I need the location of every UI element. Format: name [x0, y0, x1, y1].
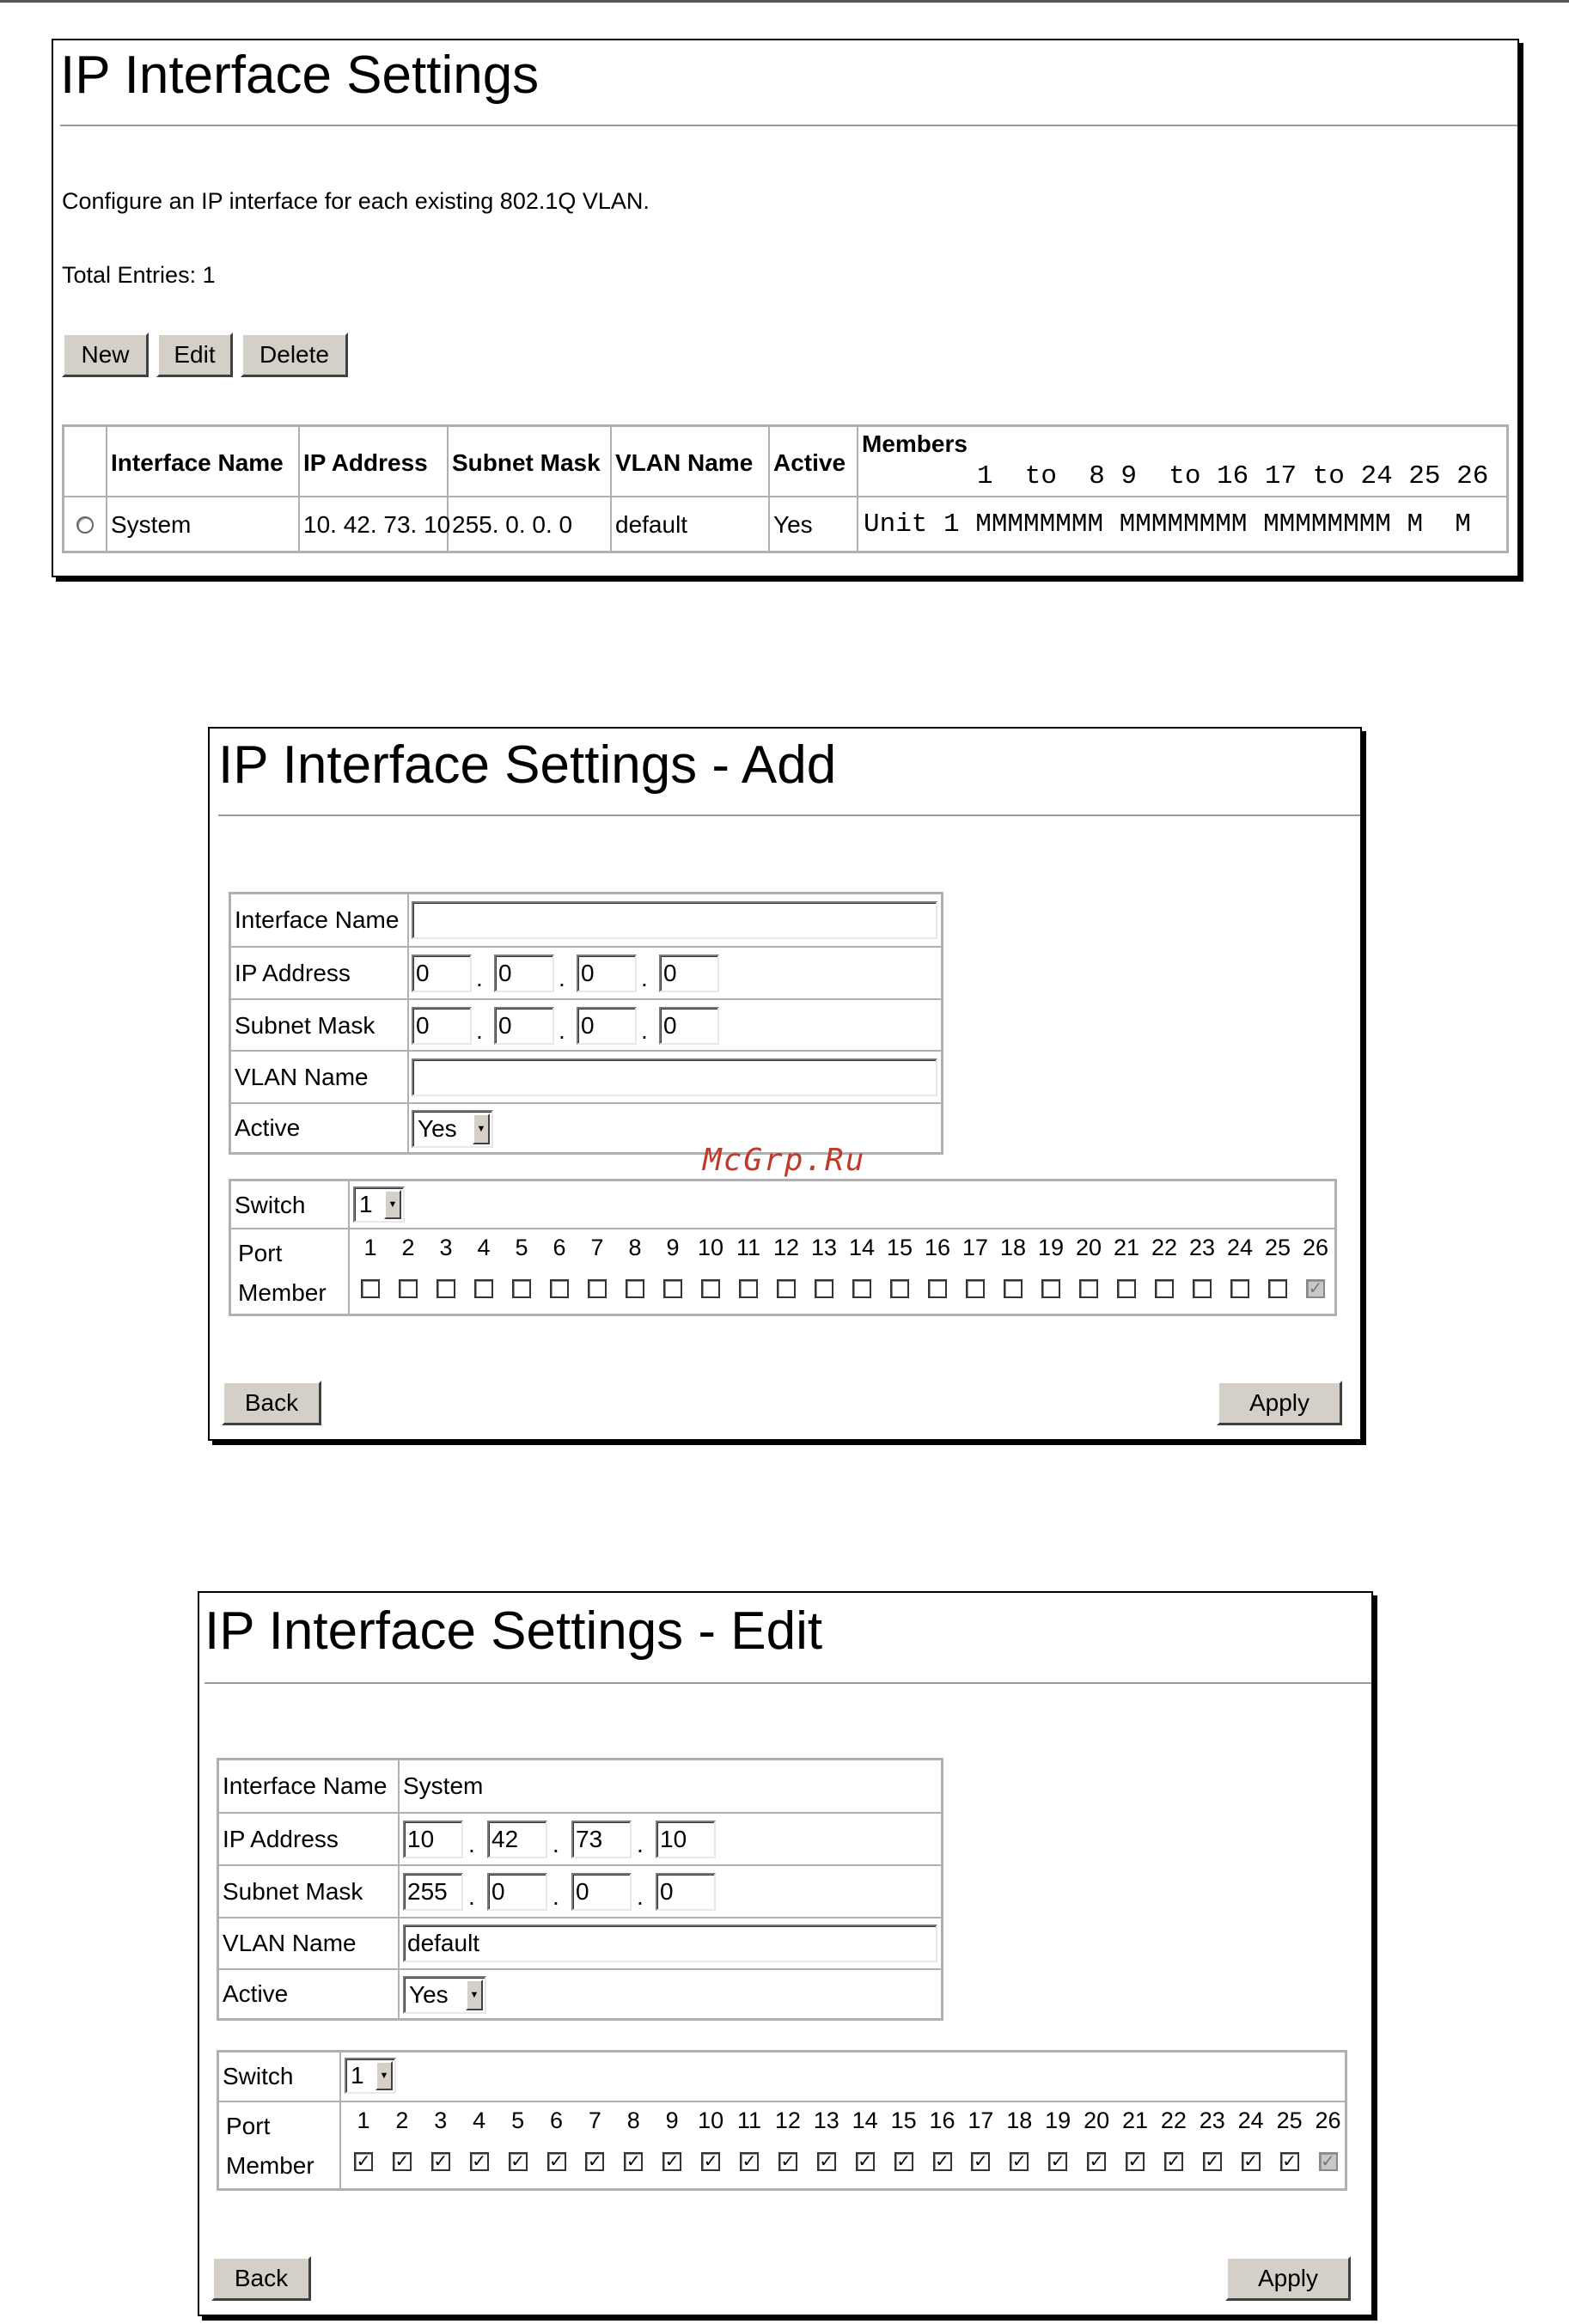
port-16-member-checkbox[interactable]	[928, 1279, 947, 1298]
form-row-divider	[219, 1864, 941, 1866]
check-icon: ✓	[433, 2152, 449, 2171]
members-port-ranges: 1 to 8 9 to 16 17 to 24 25 26	[977, 461, 1489, 491]
check-icon: ✓	[510, 2152, 525, 2171]
port-20-member-checkbox[interactable]	[1079, 1279, 1098, 1298]
port-number-label: 24	[1226, 1235, 1254, 1260]
port-14-member-checkbox[interactable]	[856, 2152, 875, 2171]
port-number-label: 17	[962, 1235, 989, 1260]
port-5-member-checkbox[interactable]	[512, 1279, 531, 1298]
row-select-radio[interactable]	[76, 516, 94, 534]
table-col-divider	[298, 427, 300, 551]
port-12-member-checkbox[interactable]	[777, 1279, 796, 1298]
cell-interface-name: System	[111, 511, 192, 538]
form-row-divider	[219, 1968, 941, 1970]
total-entries-text: Total Entries: 1	[62, 262, 216, 288]
port-label: Port	[238, 1240, 283, 1266]
ip-address-label: IP Address	[235, 960, 351, 986]
form-row-divider	[231, 1102, 941, 1104]
port-6-member-checkbox[interactable]	[547, 2152, 566, 2171]
delete-button[interactable]: Delete	[241, 332, 348, 377]
port-number-label: 6	[553, 1235, 566, 1260]
subnet-mask-label: Subnet Mask	[235, 1012, 375, 1039]
form-col-divider	[398, 1760, 400, 2018]
mask-octet-2-input[interactable]: 0	[487, 1873, 547, 1911]
page-top-rule	[0, 0, 1569, 3]
title-divider	[205, 1682, 1371, 1684]
port-number-label: 23	[1199, 2107, 1225, 2133]
port-number-label: 15	[886, 1235, 913, 1260]
vlan-name-input[interactable]: default	[403, 1924, 937, 1962]
check-icon: ✓	[588, 2152, 602, 2171]
mask-octet-3-input[interactable]: 0	[571, 1873, 632, 1911]
check-icon: ✓	[1089, 2152, 1104, 2171]
port-number-label: 11	[736, 2107, 762, 2133]
port-number-label: 4	[473, 2107, 486, 2133]
mask-dot: .	[637, 1883, 644, 1910]
port-number-label: 4	[477, 1235, 491, 1260]
port-number-label: 19	[1045, 2107, 1071, 2133]
interface-name-input[interactable]	[412, 901, 937, 939]
check-icon: ✓	[356, 2152, 371, 2171]
port-number-label: 10	[698, 2107, 724, 2133]
check-icon: ✓	[1166, 2152, 1181, 2171]
active-label: Active	[235, 1114, 301, 1141]
port-number-label: 18	[1006, 2107, 1033, 2133]
port-number-label: 20	[1084, 2107, 1110, 2133]
port-24-member-checkbox[interactable]	[1230, 1279, 1249, 1298]
port-10-member-checkbox[interactable]	[701, 2152, 720, 2171]
mask-octet-1-input[interactable]: 0	[412, 1007, 472, 1045]
port-13-member-checkbox[interactable]	[815, 1279, 833, 1298]
port-number-label: 10	[697, 1235, 724, 1260]
check-icon: ✓	[626, 2152, 641, 2171]
ip-octet-1-input[interactable]: 0	[412, 955, 472, 992]
back-button[interactable]: Back	[222, 1381, 321, 1425]
check-icon: ✓	[1321, 2152, 1335, 2171]
col-header-vlan-name: VLAN Name	[615, 449, 754, 476]
col-header-members: Members	[862, 430, 968, 457]
port-number-label: 25	[1276, 2107, 1303, 2133]
check-icon: ✓	[472, 2152, 487, 2171]
port-label: Port	[226, 2113, 271, 2139]
port-26-member-checkbox	[1319, 2152, 1338, 2171]
port-number-label: 1	[363, 1235, 377, 1260]
port-number-label: 13	[813, 2107, 839, 2133]
port-15-member-checkbox[interactable]	[890, 1279, 909, 1298]
apply-button[interactable]: Apply	[1217, 1381, 1342, 1425]
description-text: Configure an IP interface for each existing 802.1Q VLAN.	[62, 188, 650, 214]
ip-dot: .	[468, 1831, 475, 1857]
add-port-table	[229, 1179, 1337, 1316]
chevron-down-icon: ▼	[466, 1979, 483, 2010]
col-header-interface-name: Interface Name	[111, 449, 284, 476]
port-24-member-checkbox[interactable]	[1242, 2152, 1261, 2171]
port-25-member-checkbox[interactable]	[1280, 2152, 1299, 2171]
interface-table	[62, 424, 1509, 553]
port-2-member-checkbox[interactable]	[399, 1279, 418, 1298]
port-18-member-checkbox[interactable]	[1004, 1279, 1023, 1298]
port-18-member-checkbox[interactable]	[1010, 2152, 1029, 2171]
port-9-member-checkbox[interactable]	[663, 1279, 682, 1298]
port-22-member-checkbox[interactable]	[1164, 2152, 1183, 2171]
port-number-label: 6	[549, 2107, 564, 2133]
ip-dot: .	[559, 965, 565, 991]
port-number-label: 7	[590, 1235, 604, 1260]
vlan-name-label: VLAN Name	[223, 1930, 357, 1956]
cell-active: Yes	[773, 511, 813, 538]
title-divider	[60, 125, 1517, 126]
chevron-down-icon: ▼	[375, 2061, 393, 2090]
check-icon: ✓	[1127, 2152, 1143, 2171]
port-number-label: 14	[848, 1235, 876, 1260]
chevron-down-icon: ▼	[473, 1113, 490, 1144]
port-4-member-checkbox[interactable]	[474, 1279, 493, 1298]
check-icon: ✓	[819, 2152, 834, 2171]
edit-port-table	[217, 2050, 1347, 2191]
port-1-member-checkbox[interactable]	[361, 1279, 380, 1298]
mask-octet-1-input[interactable]: 255	[403, 1873, 463, 1911]
ip-dot: .	[637, 1831, 644, 1857]
ip-octet-4-input[interactable]: 10	[656, 1821, 716, 1858]
port-number-label: 3	[439, 1235, 453, 1260]
ip-octet-4-input[interactable]: 0	[659, 955, 719, 992]
table-col-divider	[768, 427, 770, 551]
check-icon: ✓	[896, 2152, 911, 2171]
port-13-member-checkbox[interactable]	[817, 2152, 836, 2171]
port-12-member-checkbox[interactable]	[778, 2152, 797, 2171]
port-11-member-checkbox[interactable]	[739, 1279, 758, 1298]
interface-name-label: Interface Name	[223, 1772, 388, 1799]
check-icon: ✓	[1308, 1279, 1323, 1298]
port-14-member-checkbox[interactable]	[852, 1279, 871, 1298]
check-icon: ✓	[394, 2152, 410, 2171]
subnet-mask-label: Subnet Mask	[223, 1878, 363, 1905]
page-title: IP Interface Settings	[60, 46, 540, 105]
mask-dot: .	[553, 1883, 559, 1910]
port-11-member-checkbox[interactable]	[740, 2152, 759, 2171]
port-table-divider	[348, 1181, 350, 1314]
switch-select[interactable]	[345, 2058, 396, 2094]
ip-dot: .	[553, 1831, 559, 1857]
switch-label: Switch	[223, 2063, 294, 2089]
port-16-member-checkbox[interactable]	[933, 2152, 952, 2171]
switch-label: Switch	[235, 1192, 306, 1218]
port-number-label: 26	[1302, 1235, 1329, 1260]
ip-octet-2-input[interactable]: 0	[494, 955, 554, 992]
port-number-label: 5	[515, 1235, 528, 1260]
port-number-label: 9	[665, 2107, 679, 2133]
port-number-label: 26	[1315, 2107, 1341, 2133]
port-table-divider	[219, 2101, 1345, 2102]
port-19-member-checkbox[interactable]	[1048, 2152, 1067, 2171]
port-number-label: 5	[511, 2107, 525, 2133]
port-number-label: 25	[1264, 1235, 1291, 1260]
active-select[interactable]	[403, 1976, 486, 2014]
chevron-down-icon: ▼	[384, 1190, 401, 1219]
active-select-value: Yes	[418, 1115, 457, 1142]
check-icon: ✓	[1050, 2152, 1065, 2171]
port-number-label: 20	[1075, 1235, 1102, 1260]
form-row-divider	[219, 1812, 941, 1814]
port-1-member-checkbox[interactable]	[354, 2152, 373, 2171]
port-17-member-checkbox[interactable]	[966, 1279, 985, 1298]
cell-vlan-name: default	[615, 511, 688, 538]
table-col-divider	[610, 427, 612, 551]
mask-octet-4-input[interactable]: 0	[656, 1873, 716, 1911]
mask-octet-2-input[interactable]: 0	[494, 1007, 554, 1045]
edit-settings-form	[217, 1758, 943, 2021]
check-icon: ✓	[974, 2152, 988, 2171]
switch-select-value: 1	[351, 2062, 364, 2089]
mask-dot: .	[476, 1017, 483, 1044]
port-15-member-checkbox[interactable]	[894, 2152, 913, 2171]
ip-octet-3-input[interactable]: 73	[571, 1821, 632, 1858]
add-panel	[208, 727, 1362, 1441]
cell-ip-address: 10. 42. 73. 10	[303, 511, 451, 538]
vlan-name-label: VLAN Name	[235, 1064, 369, 1090]
port-number-label: 21	[1121, 2107, 1149, 2133]
port-number-label: 16	[929, 2107, 955, 2133]
port-8-member-checkbox[interactable]	[624, 2152, 643, 2171]
port-number-label: 11	[736, 1235, 761, 1260]
check-icon: ✓	[549, 2152, 564, 2171]
form-col-divider	[407, 894, 409, 1152]
active-select-value: Yes	[409, 1981, 449, 2008]
port-7-member-checkbox[interactable]	[588, 1279, 607, 1298]
col-header-active: Active	[773, 449, 846, 476]
check-icon: ✓	[703, 2152, 718, 2171]
port-5-member-checkbox[interactable]	[509, 2152, 528, 2171]
port-number-label: 13	[810, 1235, 838, 1260]
mask-octet-4-input[interactable]: 0	[659, 1007, 719, 1045]
title-divider	[218, 814, 1360, 816]
mask-dot: .	[468, 1883, 475, 1910]
table-row-divider	[64, 496, 1506, 497]
cell-members: Unit 1 MMMMMMMM MMMMMMMM MMMMMMMM M M	[864, 509, 1471, 540]
add-page-title: IP Interface Settings - Add	[218, 735, 837, 795]
mask-octet-3-input[interactable]: 0	[577, 1007, 637, 1045]
port-23-member-checkbox[interactable]	[1193, 1279, 1212, 1298]
check-icon: ✓	[780, 2152, 796, 2171]
check-icon: ✓	[1243, 2152, 1259, 2171]
port-number-label: 23	[1188, 1235, 1216, 1260]
vlan-name-input[interactable]	[412, 1058, 937, 1096]
port-number-label: 7	[588, 2107, 601, 2133]
check-icon: ✓	[1205, 2152, 1220, 2171]
port-number-label: 12	[774, 2107, 801, 2133]
port-21-member-checkbox[interactable]	[1117, 1279, 1136, 1298]
port-number-label: 12	[772, 1235, 800, 1260]
port-number-label: 17	[968, 2107, 994, 2133]
form-row-divider	[219, 1917, 941, 1918]
port-table-divider	[339, 2053, 341, 2188]
port-number-label: 24	[1237, 2107, 1264, 2133]
port-3-member-checkbox[interactable]	[437, 1279, 455, 1298]
port-17-member-checkbox[interactable]	[971, 2152, 990, 2171]
port-6-member-checkbox[interactable]	[550, 1279, 569, 1298]
switch-select[interactable]	[353, 1186, 405, 1223]
port-10-member-checkbox[interactable]	[701, 1279, 720, 1298]
port-number-label: 14	[852, 2107, 878, 2133]
port-number-label: 22	[1160, 2107, 1187, 2133]
port-2-member-checkbox[interactable]	[393, 2152, 412, 2171]
port-21-member-checkbox[interactable]	[1126, 2152, 1145, 2171]
check-icon: ✓	[664, 2152, 680, 2171]
interface-name-label: Interface Name	[235, 906, 400, 933]
edit-page-title: IP Interface Settings - Edit	[205, 1601, 823, 1661]
back-button[interactable]: Back	[211, 2256, 311, 2301]
form-row-divider	[231, 998, 941, 1000]
port-7-member-checkbox[interactable]	[585, 2152, 604, 2171]
ip-dot: .	[476, 965, 483, 991]
table-col-divider	[857, 427, 858, 551]
ip-octet-3-input[interactable]: 0	[577, 955, 637, 992]
port-number-label: 19	[1037, 1235, 1065, 1260]
form-row-divider	[231, 946, 941, 948]
port-number-label: 15	[890, 2107, 917, 2133]
port-20-member-checkbox[interactable]	[1087, 2152, 1106, 2171]
port-number-label: 22	[1151, 1235, 1178, 1260]
port-19-member-checkbox[interactable]	[1041, 1279, 1060, 1298]
port-23-member-checkbox[interactable]	[1203, 2152, 1222, 2171]
list-panel	[52, 39, 1519, 577]
add-settings-form	[229, 892, 943, 1155]
edit-panel	[198, 1591, 1373, 2316]
interface-name-value: System	[403, 1772, 484, 1799]
ip-address-label: IP Address	[223, 1826, 339, 1852]
port-4-member-checkbox[interactable]	[470, 2152, 489, 2171]
port-number-label: 3	[434, 2107, 448, 2133]
port-number-label: 9	[666, 1235, 680, 1260]
port-25-member-checkbox[interactable]	[1268, 1279, 1287, 1298]
form-row-divider	[231, 1050, 941, 1052]
col-header-subnet-mask: Subnet Mask	[452, 449, 601, 476]
port-8-member-checkbox[interactable]	[626, 1279, 644, 1298]
port-table-divider	[231, 1228, 1334, 1229]
active-label: Active	[223, 1980, 289, 2007]
check-icon: ✓	[1282, 2152, 1297, 2171]
member-label: Member	[226, 2152, 314, 2179]
cell-subnet-mask: 255. 0. 0. 0	[452, 511, 573, 538]
port-number-label: 8	[626, 2107, 640, 2133]
mask-dot: .	[641, 1017, 648, 1044]
port-22-member-checkbox[interactable]	[1155, 1279, 1174, 1298]
col-header-ip-address: IP Address	[303, 449, 428, 476]
port-number-label: 2	[401, 1235, 415, 1260]
edit-button[interactable]: Edit	[156, 332, 233, 377]
port-number-label: 2	[395, 2107, 409, 2133]
new-button[interactable]: New	[62, 332, 149, 377]
port-9-member-checkbox[interactable]	[662, 2152, 681, 2171]
ip-octet-2-input[interactable]: 42	[487, 1821, 547, 1858]
port-number-label: 16	[924, 1235, 951, 1260]
switch-select-value: 1	[359, 1191, 373, 1217]
port-3-member-checkbox[interactable]	[431, 2152, 450, 2171]
member-label: Member	[238, 1279, 327, 1306]
port-26-member-checkbox	[1306, 1279, 1325, 1298]
check-icon: ✓	[1011, 2152, 1027, 2171]
watermark-text: McGrp.Ru	[703, 1143, 866, 1178]
port-number-label: 18	[999, 1235, 1027, 1260]
port-number-label: 21	[1113, 1235, 1140, 1260]
check-icon: ✓	[935, 2152, 949, 2171]
check-icon: ✓	[742, 2152, 757, 2171]
active-select[interactable]	[412, 1110, 493, 1148]
apply-button[interactable]: Apply	[1225, 2256, 1351, 2301]
ip-dot: .	[641, 965, 648, 991]
port-number-label: 1	[357, 2107, 370, 2133]
table-col-divider	[106, 427, 107, 551]
port-number-label: 8	[628, 1235, 642, 1260]
ip-octet-1-input[interactable]: 10	[403, 1821, 463, 1858]
check-icon: ✓	[858, 2152, 873, 2171]
mask-dot: .	[559, 1017, 565, 1044]
